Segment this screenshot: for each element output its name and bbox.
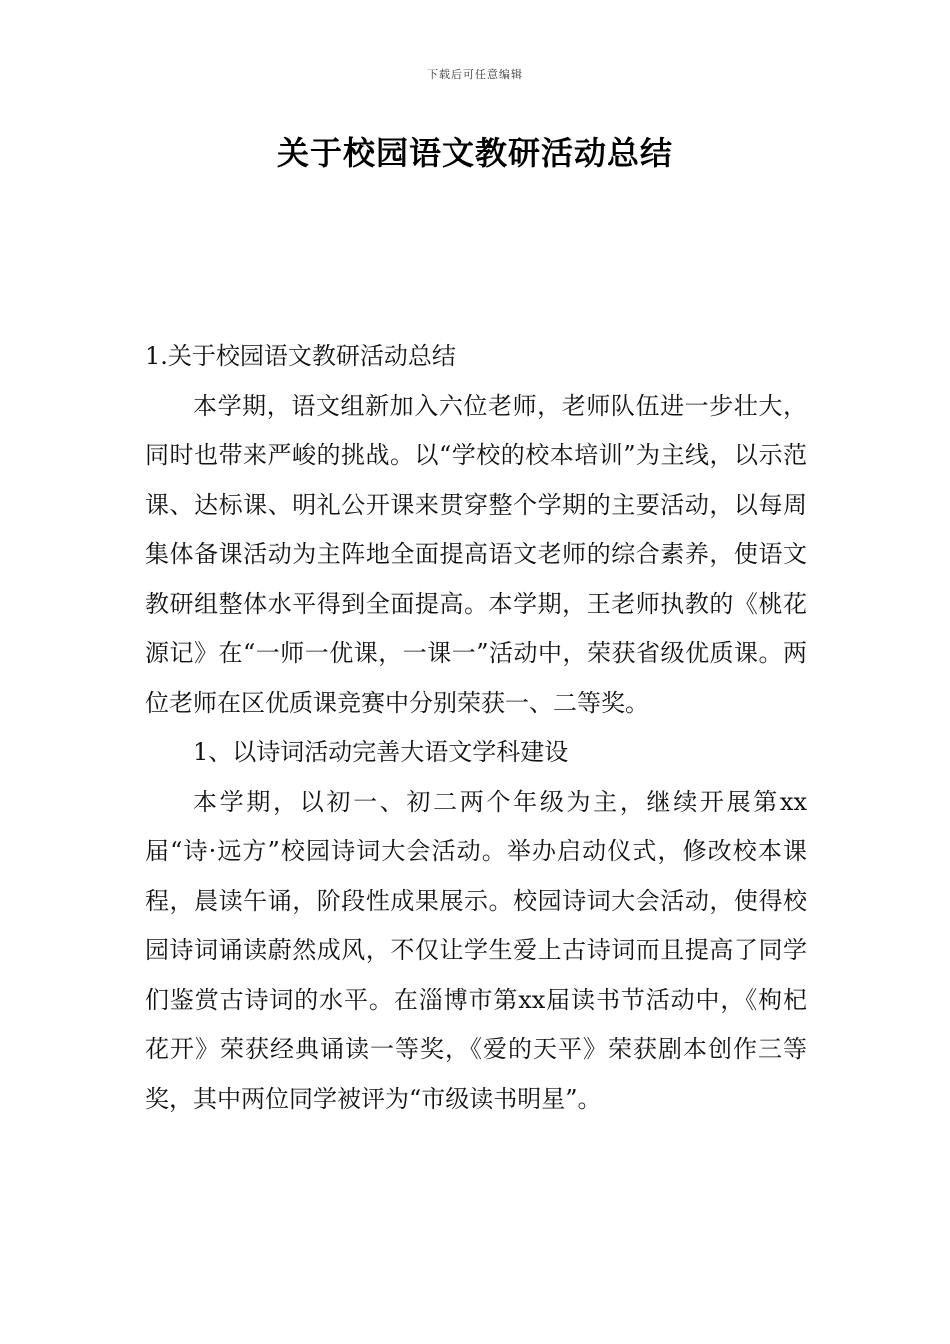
paragraph-poetry: 本学期，以初一、初二两个年级为主，继续开展第xx届“诗·远方”校园诗词大会活动。举办启动仪式，修改校本课程，晨读午诵，阶段性成果展示。校园诗词大会活动，使得校园诗词诵读蔚然成风，不仅让学生爱上古诗词而且提高了同学们鉴赏古诗词的水平。在淄博市第xx届读书节活动中，《枸杞花开》荣获经典诵读一等奖，《爱的天平》荣获剧本创作三等奖，其中两位同学被评为“市级读书明星”。 (145, 787, 807, 1113)
page-header: 下载后可任意编辑 (427, 68, 523, 81)
subheading-poetry: 1、以诗词活动完善大语文学科建设 (193, 738, 569, 766)
paragraph-intro: 本学期，语文组新加入六位老师，老师队伍进一步壮大，同时也带来严峻的挑战。以“学校的校本培训”为主线，以示范课、达标课、明礼公开课来贯穿整个学期的主要活动，以每周集体备课活动为主阵地全面提高语文老师的综合素养，使语文教研组整体水平得到全面提高。本学期，王老师执教的《桃花源记》在“一师一优课，一课一”活动中，荣获省级优质课。两位老师在区优质课竞赛中分别荣获一、二等奖。 (145, 391, 807, 717)
document-title: 关于校园语文教研活动总结 (276, 134, 673, 172)
section-heading: 1.关于校园语文教研活动总结 (145, 342, 456, 370)
document-body (145, 332, 807, 1124)
